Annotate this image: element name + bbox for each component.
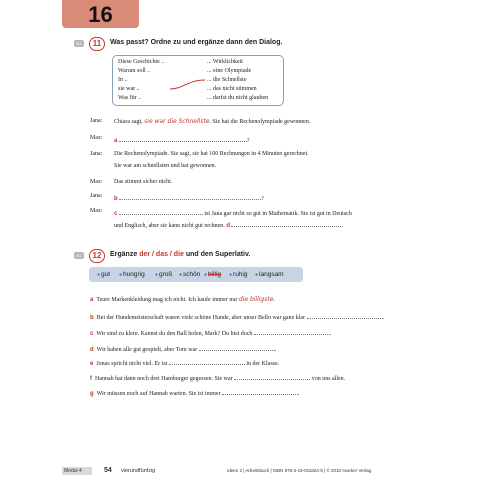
- word-chip: ●billig: [204, 271, 222, 278]
- word-chip: ●groß: [155, 271, 173, 278]
- exercise-item: b Bei der Hundemeisterschaft waren viele schöne Hunde, aber unser Bello war ganz klar .: [90, 312, 384, 321]
- exercise-instruction: Ergänze der / das / die und den Superlativ.: [110, 251, 251, 258]
- answer-blank[interactable]: [231, 220, 341, 227]
- match-left-2: Warum soll ..: [118, 68, 151, 74]
- chapter-number: 16: [88, 2, 113, 27]
- dialog-line: Das stimmt sicher nicht.: [114, 179, 173, 185]
- level-badge: B1: [74, 40, 84, 47]
- dialog-line: Die Rechenolympiade. Sie sagt, sie hat 100 Rechnungen in 4 Minuten gerechnet.: [114, 151, 309, 157]
- bullet-icon: ●: [204, 272, 208, 278]
- word-chip: ●hungrig: [119, 271, 145, 278]
- match-left-1: Diese Geschichte ..: [118, 59, 165, 65]
- answer-blank[interactable]: [169, 358, 245, 365]
- answer-blank[interactable]: [307, 312, 383, 319]
- exercise-item: d Wir haben alle gut gespielt, aber Tom war .: [90, 344, 276, 353]
- speaker-label: Max:: [90, 179, 103, 185]
- match-left-4: sie war ..: [118, 86, 140, 92]
- exercise-item: g Wir müssen noch auf Hannah warten. Sie ist immer .: [90, 388, 300, 397]
- bullet-icon: ●: [255, 272, 259, 278]
- exercise-number: 12: [89, 249, 105, 263]
- page-number: 54: [104, 467, 112, 474]
- bullet-icon: ●: [179, 272, 183, 278]
- speaker-label: Jana:: [90, 151, 103, 157]
- exercise-item: f Hannah hat dann noch drei Hamburger gegessen. Sie war von uns allen.: [90, 373, 345, 382]
- match-right-2: ... eine Olympiade: [207, 68, 252, 74]
- page-number-word: vierundfünfzig: [121, 468, 156, 474]
- answer-blank[interactable]: [119, 208, 203, 215]
- dialog-line: c ist Jana gar nicht so gut in Mathematik. Sie ist gut in Deutsch: [114, 208, 352, 217]
- answer-blank[interactable]: [254, 328, 330, 335]
- speaker-label: Max:: [90, 208, 103, 214]
- dialog-line: b ?: [114, 193, 264, 202]
- bullet-icon: ●: [97, 272, 101, 278]
- word-bank: [89, 267, 303, 282]
- speaker-label: Max:: [90, 135, 103, 141]
- handwritten-answer: sie war die Schnellste: [144, 118, 210, 125]
- answer-blank[interactable]: [119, 135, 247, 142]
- exercise-item: c Wir sind zu klein. Kannst du den Ball holen, Mark? Du bist doch .: [90, 328, 331, 337]
- answer-blank[interactable]: [222, 388, 298, 395]
- match-left-3: In ..: [118, 77, 128, 83]
- dialog-line: a ?: [114, 135, 250, 144]
- publisher-credit: Ideen 2 | Arbeitsbuch | ISBN 978-3-19-011824-5 | © 2010 Hueber Verlag: [227, 468, 372, 473]
- answer-blank[interactable]: [119, 193, 261, 200]
- exercise-item: e Jonas spricht nicht viel. Er ist in der Klasse.: [90, 358, 279, 367]
- dialog-line: Chiara sagt, sie war die Schnellste. Sie hat die Rechenolympiade gewonnen.: [114, 118, 311, 125]
- answer-blank[interactable]: [234, 373, 310, 380]
- match-right-3: ... die Schnellste: [207, 77, 247, 83]
- chapter-tab: [62, 0, 139, 28]
- match-right-5: ... darfst du nicht glauben: [207, 95, 269, 101]
- speaker-label: Jana:: [90, 118, 103, 124]
- match-left-5: Was für ..: [118, 95, 142, 101]
- match-right-1: ... Wirklichkeit: [207, 59, 243, 65]
- exercise-number: 11: [89, 37, 105, 51]
- match-connector-line: [113, 56, 283, 105]
- word-chip: ●schön: [179, 271, 201, 278]
- word-chip: ●ruhig: [229, 271, 248, 278]
- exercise-item: a Teure Markenkleidung mag ich nicht. Ich kaufe immer nur die billigste.: [90, 296, 275, 303]
- bullet-icon: ●: [155, 272, 159, 278]
- match-right-4: ... das nicht stimmen: [207, 86, 257, 92]
- answer-blank[interactable]: [199, 344, 275, 351]
- dialog-line: und Englisch, aber sie kann nicht gut rechnen. d .: [114, 220, 343, 229]
- bullet-icon: ●: [229, 272, 233, 278]
- exercise-instruction: Was passt? Ordne zu und ergänze dann den Dialog.: [110, 39, 283, 46]
- word-chip: ●langsam: [255, 271, 284, 278]
- matching-box: [112, 55, 284, 106]
- dialog-line: Sie war am schnellsten und hat gewonnen.: [114, 163, 217, 169]
- level-badge: B1: [74, 252, 84, 259]
- module-label: Modul 4: [64, 468, 82, 474]
- speaker-label: Jana:: [90, 193, 103, 199]
- handwritten-answer: die billigste: [238, 296, 274, 303]
- bullet-icon: ●: [119, 272, 123, 278]
- word-chip: ●gut: [97, 271, 111, 278]
